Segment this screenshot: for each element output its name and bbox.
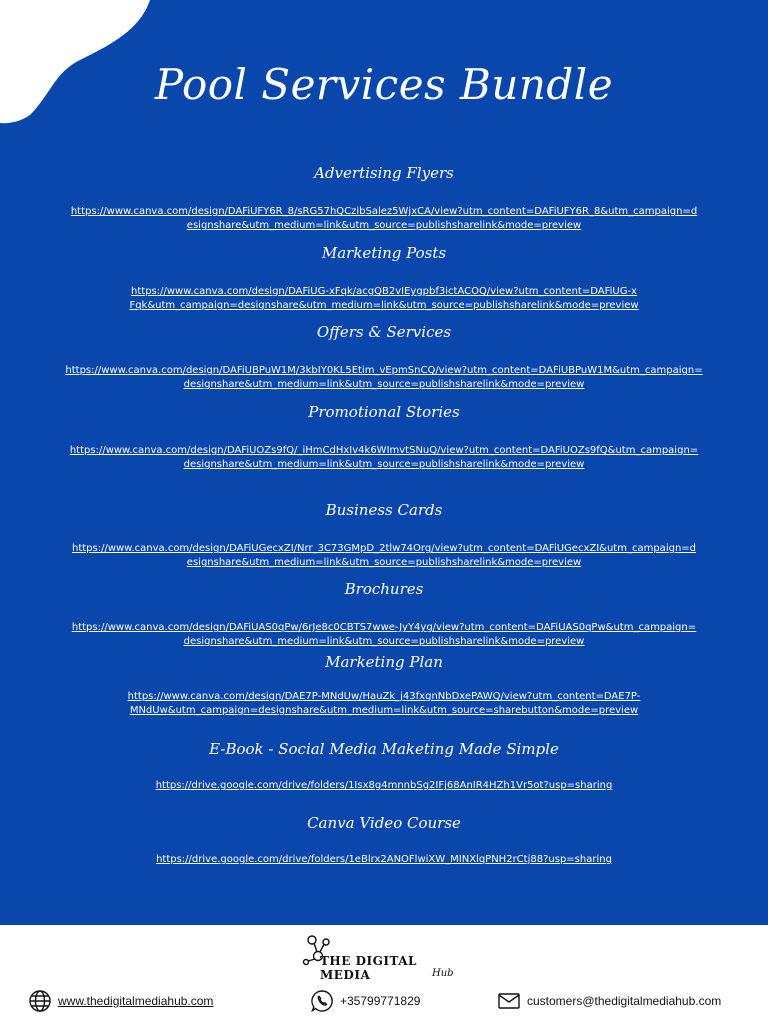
page-title: Pool Services Bundle — [154, 60, 614, 109]
whatsapp-icon — [310, 989, 334, 1013]
email-contact[interactable] — [497, 989, 721, 1013]
footer — [0, 925, 768, 1024]
section-heading: Canva Video Course — [307, 814, 461, 832]
section-link[interactable]: https://www.canva.com/design/DAFiUG-xFqk/acgQB2vIEygpbf3ictACOQ/view?utm_content=DAFiUG-xFqk&utm_campaign=designshare&utm_medium=link&utm_source=publishsharelink&mode=preview — [129, 286, 639, 311]
section-link[interactable]: https://www.canva.com/design/DAFiUBPuW1M/3kbIY0KL5Etim_vEpmSnCQ/view?utm_content=DAFiUBPuW1M&utm_campaign=designshare&utm_medium=link&utm_source=publishsharelink&mode=preview — [65, 365, 703, 390]
phone-number[interactable]: +35799771829 — [340, 994, 421, 1008]
section-canva-video-course — [0, 813, 768, 867]
section-marketing-plan — [0, 652, 768, 718]
logo-sub-text: Hub — [432, 968, 454, 979]
section-heading: Advertising Flyers — [314, 164, 454, 182]
section-heading: Offers & Services — [316, 323, 452, 341]
section-brochures — [0, 579, 768, 649]
envelope-icon — [497, 989, 521, 1013]
section-marketing-posts — [0, 243, 768, 313]
section-link[interactable]: https://www.canva.com/design/DAFiUFY6R_8/sRG57hQCzibSalez5WjxCA/view?utm_content=DAFiUFY6R_8&utm_campaign=designshare&utm_medium=link&utm_source=publishsharelink&mode=preview — [70, 206, 698, 231]
section-heading: Marketing Posts — [321, 244, 447, 262]
website-link[interactable]: www.thedigitalmediahub.com — [58, 994, 214, 1008]
brand-logo — [300, 930, 470, 990]
website-contact[interactable] — [28, 989, 213, 1013]
section-link[interactable]: https://drive.google.com/drive/folders/1Isx8g4mnnbSg2IFj68AnIR4HZh1Vr5ot?usp=sharing — [155, 780, 613, 791]
section-heading: Business Cards — [325, 501, 443, 519]
section-link[interactable]: https://drive.google.com/drive/folders/1eBlrx2ANOFlwiXW_MINXlqPNH2rCtj88?usp=sharing — [156, 854, 612, 865]
email-address[interactable]: customers@thedigitalmediahub.com — [527, 994, 722, 1008]
section-link[interactable]: https://www.canva.com/design/DAFiUOZs9fQ/_iHmCdHxIv4k6WImvtSNuQ/view?utm_content=DAFiUOZs9fQ&utm_campaign=designshare&utm_medium=link&utm_source=publishsharelink&mode=preview — [69, 445, 699, 470]
globe-icon — [28, 989, 52, 1013]
phone-contact[interactable] — [310, 989, 420, 1013]
section-link[interactable]: https://www.canva.com/design/DAFiUAS0qPw/6rJe8c0CBTS7wwe-JyY4yg/view?utm_content=DAFiUAS0qPw&utm_campaign=designshare&utm_medium=link&utm_source=publishsharelink&mode=preview — [71, 622, 697, 647]
section-heading: Promotional Stories — [308, 403, 460, 421]
section-advertising-flyers — [0, 163, 768, 233]
section-link[interactable]: https://www.canva.com/design/DAE7P-MNdUw/HauZk_j43fxgnNbDxePAWQ/view?utm_content=DAE7P-MNdUw&utm_campaign=designshare&utm_medium=link&utm_source=sharebutton&mode=preview — [127, 691, 641, 716]
section-heading: Brochures — [344, 580, 424, 598]
section-heading: Marketing Plan — [325, 653, 443, 671]
section-ebook — [0, 739, 768, 793]
section-heading: E-Book - Social Media Maketing Made Simple — [209, 740, 559, 758]
logo-brand-text: THE DIGITAL MEDIA — [320, 954, 417, 982]
section-promotional-stories — [0, 402, 768, 472]
section-link[interactable]: https://www.canva.com/design/DAFiUGecxZI/Nrr_3C73GMpD_2tlw74Org/view?utm_content=DAFiUGecxZI&utm_campaign=designshare&utm_medium=link&utm_source=publishsharelink&mode=preview — [71, 543, 697, 568]
section-business-cards — [0, 500, 768, 570]
section-offers-services — [0, 322, 768, 392]
